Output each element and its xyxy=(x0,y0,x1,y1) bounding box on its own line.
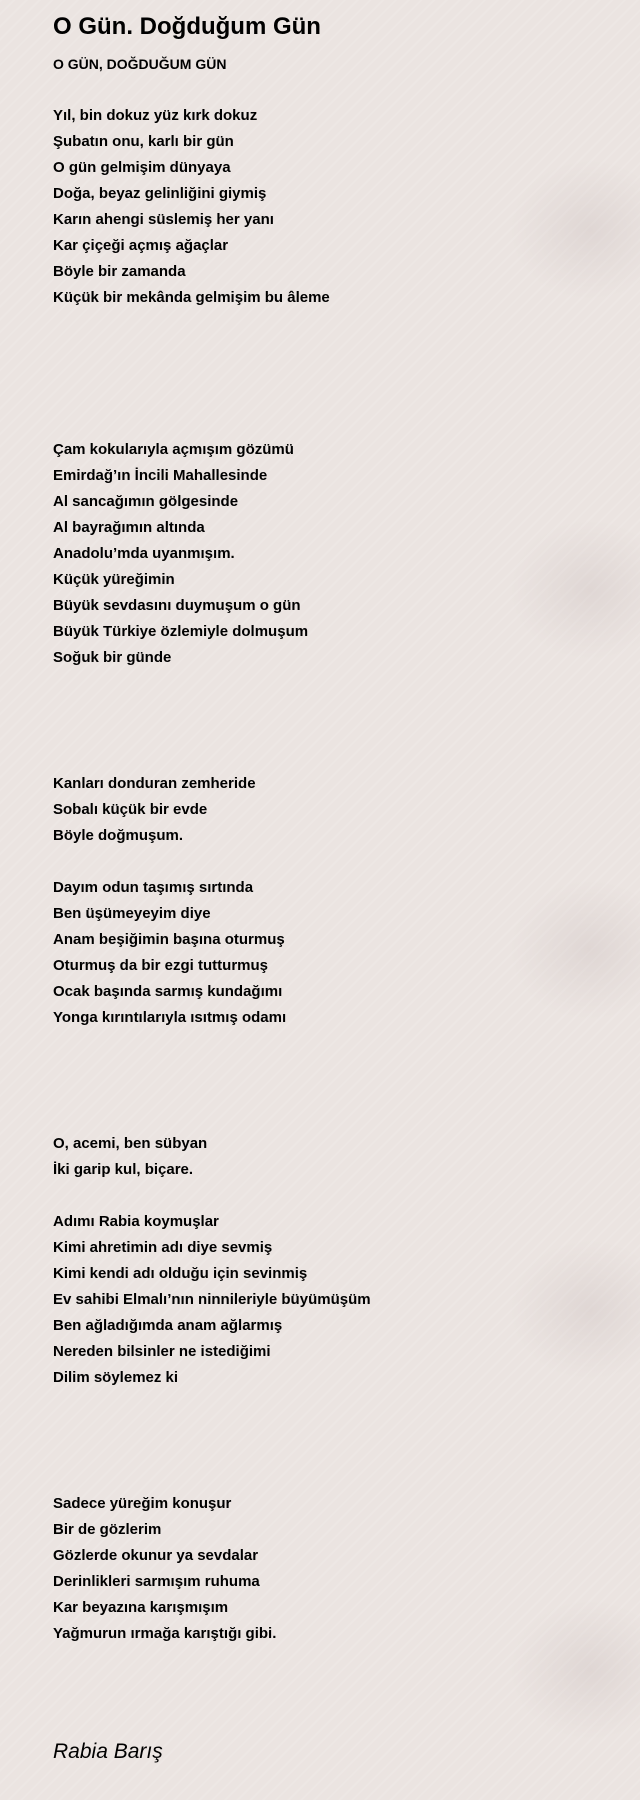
poem-line: Al bayrağımın altında xyxy=(53,519,205,536)
poem-line: Al sancağımın gölgesinde xyxy=(53,493,239,510)
poem-line: Bir de gözlerim xyxy=(53,1521,162,1538)
poem-line: Kimi kendi adı olduğu için sevinmiş xyxy=(53,1265,308,1282)
poem-line: Büyük Türkiye özlemiyle dolmuşum xyxy=(53,623,309,640)
poem-line: Karın ahengi süslemiş her yanı xyxy=(53,211,274,228)
poem-line: Ben üşümeyeyim diye xyxy=(53,905,211,922)
poem-line: O, acemi, ben sübyan xyxy=(53,1135,208,1152)
poem-line: İki garip kul, biçare. xyxy=(53,1161,194,1178)
poem-line: Yıl, bin dokuz yüz kırk dokuz xyxy=(53,107,258,124)
poem-subtitle: O GÜN, DOĞDUĞUM GÜN xyxy=(53,56,227,72)
poem-line: Dayım odun taşımış sırtında xyxy=(53,879,254,896)
poem-author: Rabia Barış xyxy=(53,1740,163,1763)
poem-line: Gözlerde okunur ya sevdalar xyxy=(53,1547,259,1564)
poem-line: Şubatın onu, karlı bir gün xyxy=(53,133,234,150)
poem-line: Soğuk bir günde xyxy=(53,649,172,666)
poem-line: Ben ağladığımda anam ağlarmış xyxy=(53,1317,283,1334)
poem-line: Böyle bir zamanda xyxy=(53,263,186,280)
poem-line: Büyük sevdasını duymuşum o gün xyxy=(53,597,301,614)
poem-line: Dilim söylemez ki xyxy=(53,1369,179,1386)
poem-line: Nereden bilsinler ne istediğimi xyxy=(53,1343,271,1360)
poem-line: Küçük bir mekânda gelmişim bu âleme xyxy=(53,289,330,306)
poem-line: Oturmuş da bir ezgi tutturmuş xyxy=(53,957,269,974)
poem-line: Ocak başında sarmış kundağımı xyxy=(53,983,283,1000)
poem-line: Yağmurun ırmağa karıştığı gibi. xyxy=(53,1625,277,1642)
poem-line: Ev sahibi Elmalı’nın ninnileriyle büyümüşüm xyxy=(53,1291,371,1308)
poem-line: Sobalı küçük bir evde xyxy=(53,801,208,818)
poem-line: Kanları donduran zemheride xyxy=(53,775,256,792)
poem-line: Çam kokularıyla açmışım gözümü xyxy=(53,441,294,458)
poem-line: Yonga kırıntılarıyla ısıtmış odamı xyxy=(53,1009,287,1026)
poem-line: Böyle doğmuşum. xyxy=(53,827,184,844)
poem-line: Anam beşiğimin başına oturmuş xyxy=(53,931,285,948)
poem-line: Kar beyazına karışmışım xyxy=(53,1599,229,1616)
poem-line: Derinlikleri sarmışım ruhuma xyxy=(53,1573,260,1590)
poem-line: Sadece yüreğim konuşur xyxy=(53,1495,232,1512)
poem-line: Küçük yüreğimin xyxy=(53,571,175,588)
poem-title: O Gün. Doğduğum Gün xyxy=(53,13,321,40)
poem-line: Adımı Rabia koymuşlar xyxy=(53,1213,219,1230)
poem-line: Kar çiçeği açmış ağaçlar xyxy=(53,237,229,254)
poem-line: Doğa, beyaz gelinliğini giymiş xyxy=(53,185,267,202)
poem-line: O gün gelmişim dünyaya xyxy=(53,159,231,176)
poem-line: Anadolu’mda uyanmışım. xyxy=(53,545,235,562)
poem-line: Kimi ahretimin adı diye sevmiş xyxy=(53,1239,273,1256)
poem-line: Emirdağ’ın İncili Mahallesinde xyxy=(53,467,268,484)
